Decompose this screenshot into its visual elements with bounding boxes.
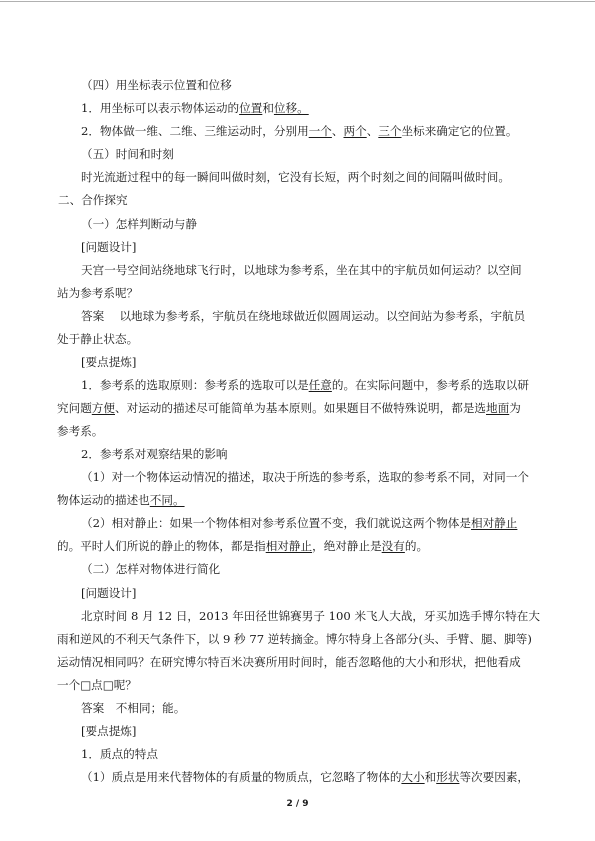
text-line xyxy=(81,123,517,139)
text-segment: ，绝对静止是 xyxy=(312,539,382,553)
underlined-answer: 位移。 xyxy=(273,101,309,115)
text-segment: （二）怎样对物体进行简化 xyxy=(81,562,221,576)
underlined-answer: 形状 xyxy=(436,770,460,784)
text-segment: 处于静止状态。 xyxy=(57,332,139,346)
text-segment: 北京时间 8 月 12 日，2013 年田径世锦赛男子 100 米飞人大战，牙买加选手博尔特在大 xyxy=(81,609,540,623)
text-line xyxy=(81,100,309,116)
text-segment: 答案 不相同；能。 xyxy=(81,701,186,715)
text-segment: 、对运动的描述尽可能简单为基本原则。如果题目不做特殊说明，都是选 xyxy=(115,401,487,415)
text-line xyxy=(57,285,138,301)
text-segment: （一）怎样判断动与静 xyxy=(81,217,197,231)
text-line xyxy=(57,677,137,693)
text-segment: 为 xyxy=(509,401,521,415)
text-segment: （五）时间和时刻 xyxy=(81,147,174,161)
text-segment: 1．用坐标可以表示物体运动的 xyxy=(81,101,240,115)
text-segment: 2．参考系对观察结果的影响 xyxy=(81,447,228,461)
text-segment: 、 xyxy=(331,124,344,138)
text-segment: （1）对一个物体运动情况的描述，取决于所选的参考系，选取的参考系不同，对同一个 xyxy=(81,470,529,484)
text-line xyxy=(81,515,517,531)
underlined-answer: 任意 xyxy=(308,378,332,392)
text-line xyxy=(57,400,521,416)
text-segment: 1．质点的特点 xyxy=(81,747,158,761)
underlined-answer: 相对静止 xyxy=(470,516,518,530)
text-line xyxy=(81,769,529,785)
text-line xyxy=(57,331,138,347)
underlined-answer: 不同。 xyxy=(149,493,185,507)
text-line xyxy=(81,608,540,624)
text-line xyxy=(58,192,128,208)
text-line xyxy=(81,354,136,370)
text-segment: 的。平时人们所说的静止的物体，都是指 xyxy=(57,539,266,553)
text-segment: 和 xyxy=(424,770,437,784)
underlined-answer: 方便 xyxy=(91,401,115,415)
text-segment: 答案 以地球为参考系，宇航员在绕地球做近似圆周运动。以空间站为参考系，宇航员 xyxy=(81,309,526,323)
text-segment: 2．物体做一维、二维、三维运动时，分别用 xyxy=(81,124,309,138)
text-segment: 时光流逝过程中的每一瞬间叫做时刻，它没有长短，两个时刻之间的间隔叫做时间。 xyxy=(81,170,510,184)
text-segment: 物体运动的描述也 xyxy=(57,493,150,507)
text-segment: [要点提炼] xyxy=(81,724,137,738)
text-line xyxy=(81,700,185,716)
text-segment: 雨和逆风的不利天气条件下，以 9 秒 77 逆转摘金。博尔特身上各部分(头、手臂、腿、脚等) xyxy=(57,632,532,646)
text-segment: 等次要因素， xyxy=(459,770,530,784)
underlined-answer: 相对静止 xyxy=(265,539,313,553)
underlined-answer: 两个 xyxy=(343,124,367,138)
text-segment: （四）用坐标表示位置和位移 xyxy=(81,78,232,92)
text-segment: 天宫一号空间站绕地球飞行时，以地球为参考系，坐在其中的宇航员如何运动？以空间 xyxy=(81,263,522,277)
page-number: 2 / 9 xyxy=(286,799,309,809)
text-segment: 参考系。 xyxy=(57,424,104,438)
text-segment: 究问题 xyxy=(57,401,92,415)
underlined-answer: 一个 xyxy=(308,124,332,138)
text-line xyxy=(81,216,197,232)
text-segment: 坐标来确定它的位置。 xyxy=(401,124,518,138)
text-line xyxy=(81,308,525,324)
text-line xyxy=(57,654,521,670)
text-segment: [问题设计] xyxy=(81,586,137,600)
underlined-answer: 大小 xyxy=(401,770,425,784)
underlined-answer: 三个 xyxy=(378,124,402,138)
text-segment: 、 xyxy=(366,124,379,138)
text-line xyxy=(81,469,529,485)
text-line xyxy=(81,169,510,185)
text-segment: 站为参考系呢？ xyxy=(57,286,139,300)
text-segment: 和 xyxy=(262,101,274,115)
text-line xyxy=(57,538,428,554)
underlined-answer: 地面 xyxy=(486,401,510,415)
text-segment: （2）相对静止：如果一个物体相对参考系位置不变，我们就说这两个物体是 xyxy=(81,516,471,530)
text-line xyxy=(81,746,158,762)
text-line xyxy=(57,423,103,439)
text-segment: （1）质点是用来代替物体的有质量的物质点，它忽略了物体的 xyxy=(81,770,402,784)
text-segment: 运动情况相同吗？在研究博尔特百米决赛所用时间时，能否忽略他的大小和形状，把他看成 xyxy=(57,655,521,669)
text-line xyxy=(81,446,228,462)
text-line xyxy=(81,723,136,739)
text-segment: 的。 xyxy=(404,539,429,553)
text-line xyxy=(57,631,532,647)
text-segment: 1．参考系的选取原则：参考系的选取可以是 xyxy=(81,378,309,392)
header-rule xyxy=(0,1,595,2)
text-line xyxy=(81,77,232,93)
text-segment: 二、合作探究 xyxy=(58,193,128,207)
text-segment: [要点提炼] xyxy=(81,355,137,369)
underlined-answer: 没有 xyxy=(381,539,405,553)
text-line xyxy=(57,492,185,508)
text-line xyxy=(81,262,522,278)
text-segment: 的。在实际问题中，参考系的选取以研 xyxy=(331,378,529,392)
underlined-answer: 位置 xyxy=(239,101,263,115)
text-segment: 一个□点□呢？ xyxy=(57,678,137,692)
text-line xyxy=(81,239,136,255)
text-line xyxy=(81,561,220,577)
text-line xyxy=(81,146,174,162)
text-line xyxy=(81,377,529,393)
text-line xyxy=(81,585,136,601)
text-segment: [问题设计] xyxy=(81,240,137,254)
